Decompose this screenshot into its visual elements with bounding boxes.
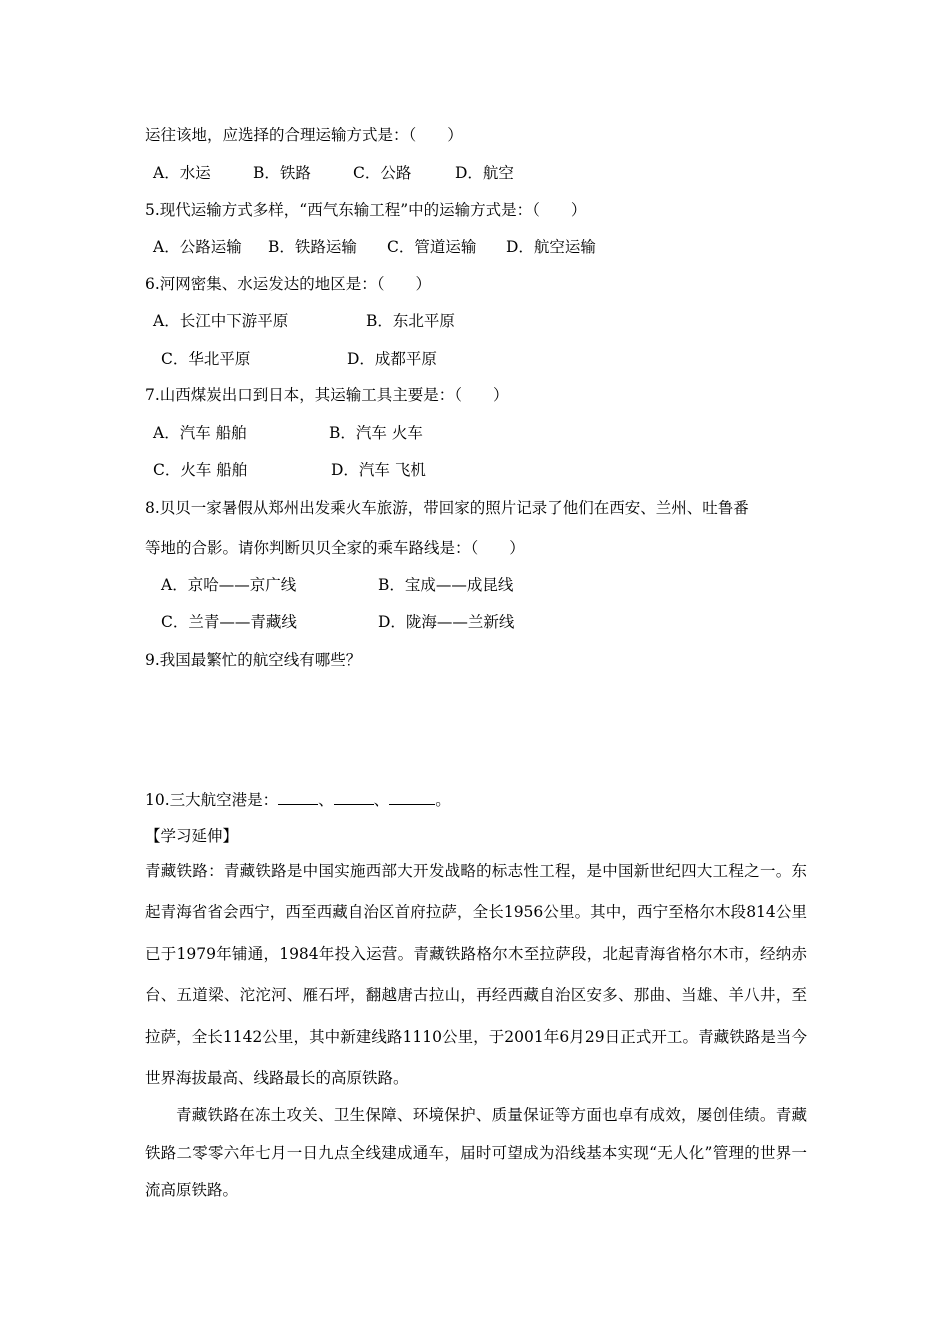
answer-blank-3[interactable] — [389, 790, 435, 805]
q7-option-d: D．汽车 飞机 — [331, 461, 426, 479]
answer-blank-2[interactable] — [334, 790, 374, 805]
question-6: 6.河网密集、水运发达的地区是：（ ） — [145, 275, 432, 293]
question-10-label: 10.三大航空港是： — [145, 791, 279, 809]
q8-option-d: D．陇海——兰新线 — [378, 613, 515, 631]
q7-option-c: C．火车 船舶 — [153, 461, 248, 479]
q6-option-a: A．长江中下游平原 — [153, 312, 289, 330]
question-7: 7.山西煤炭出口到日本，其运输工具主要是：（ ） — [145, 386, 509, 404]
extension-paragraph-1: 青藏铁路：青藏铁路是中国实施西部大开发战略的标志性工程，是中国新世纪四大工程之一。东起青海省省会西宁，西至西藏自治区首府拉萨，全长1956公里。其中，西宁至格尔木段814公里已于1979年铺通，1984年投入运营。青藏铁路格尔木至拉萨段，北起青海省格尔木市，经纳赤台、五道梁、沱沱河、雁石坪，翻越唐古拉山，再经西藏自治区安多、那曲、当雄、羊八井，至拉萨，全长1142公里，其中新建线路1110公里，于2001年6月29日正式开工。青藏铁路是当今世界海拔最高、线路最长的高原铁路。 — [145, 862, 807, 1088]
question-10 — [145, 790, 451, 810]
q5-option-a: A．公路运输 — [153, 238, 242, 256]
question-9: 9.我国最繁忙的航空线有哪些？ — [145, 651, 362, 669]
q7-option-b: B．汽车 火车 — [329, 424, 423, 442]
question-8-line-1: 8.贝贝一家暑假从郑州出发乘火车旅游，带回家的照片记录了他们在西安、兰州、吐鲁番 — [145, 499, 749, 517]
q5-option-d: D．航空运输 — [506, 238, 596, 256]
q8-option-a: A．京哈——京广线 — [161, 576, 297, 594]
q5-option-b: B．铁路运输 — [268, 238, 357, 256]
section-title: 【学习延伸】 — [145, 827, 239, 845]
q7-option-a: A．汽车 船舶 — [153, 424, 247, 442]
answer-blank-1[interactable] — [278, 790, 318, 805]
question-10-end: 。 — [435, 791, 451, 809]
q8-option-c: C．兰青——青藏线 — [161, 613, 297, 631]
q4-option-a: A．水运 — [153, 164, 211, 182]
q5-option-c: C．管道运输 — [387, 238, 477, 256]
q4-option-c: C．公路 — [353, 164, 412, 182]
q8-option-b: B．宝成——成昆线 — [378, 576, 514, 594]
extension-paragraph-2: 青藏铁路在冻土攻关、卫生保障、环境保护、质量保证等方面也卓有成效，屡创佳绩。青藏铁路二零零六年七月一日九点全线建成通车，届时可望成为沿线基本实现“无人化”管理的世界一流高原铁路。 — [145, 1106, 807, 1199]
q4-option-d: D．航空 — [455, 164, 514, 182]
q6-option-c: C．华北平原 — [161, 350, 251, 368]
question-8-line-2: 等地的合影。请你判断贝贝全家的乘车路线是：（ ） — [145, 539, 525, 557]
q6-option-b: B．东北平原 — [366, 312, 455, 330]
blank-separator: 、 — [318, 791, 334, 809]
question-5: 5.现代运输方式多样，“西气东输工程”中的运输方式是：（ ） — [145, 201, 587, 219]
blank-separator: 、 — [373, 791, 390, 809]
question-4-tail: 运往该地，应选择的合理运输方式是：（ ） — [145, 126, 463, 144]
q6-option-d: D．成都平原 — [347, 350, 437, 368]
q4-option-b: B．铁路 — [253, 164, 311, 182]
